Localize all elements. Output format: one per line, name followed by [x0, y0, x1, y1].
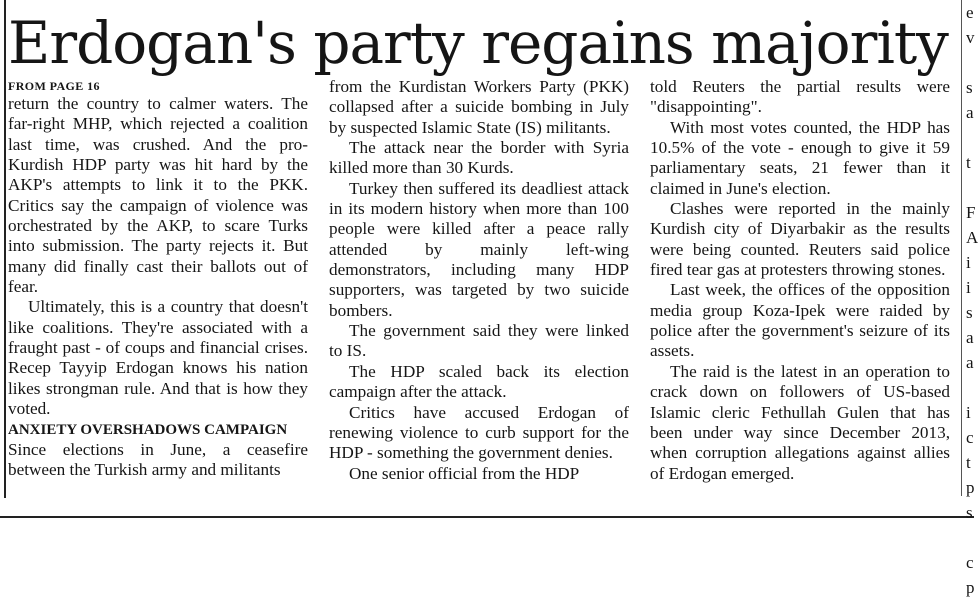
column-fragment: s — [966, 78, 973, 97]
article-column-3 — [650, 77, 950, 497]
article-column-2 — [329, 77, 629, 497]
column-fragment: c — [966, 428, 974, 447]
column-fragment: t — [966, 453, 971, 472]
bottom-border-rule — [0, 516, 974, 518]
column-fragment — [966, 50, 974, 75]
column-fragment: A — [966, 228, 978, 247]
column-fragment: p — [966, 478, 975, 497]
paragraph: Last week, the offices of the opposition media group Koza-Ipek were raided by police after the government's seizure of its assets. — [650, 280, 950, 361]
column-fragment: v — [966, 28, 975, 47]
column-fragment: i — [966, 403, 971, 422]
headline: Erdogan's party regains majority — [8, 9, 948, 77]
column-fragment: i — [966, 278, 971, 297]
paragraph: With most votes counted, the HDP has 10.5% of the vote - enough to give it 59 parliamentary seats, 21 fewer than it claimed in June's election. — [650, 117, 950, 198]
column-fragment: a — [966, 103, 974, 122]
column-fragment — [966, 525, 974, 550]
article-column-1 — [8, 78, 308, 498]
paragraph: Clashes were reported in the mainly Kurdish city of Diyarbakir as the results were being counted. Reuters said police fired tear gas at protesters throwing stones. — [650, 199, 950, 280]
column-fragment: c — [966, 553, 974, 572]
paragraph: Critics have accused Erdogan of renewing violence to curb support for the HDP - something the government denies. — [329, 402, 629, 463]
column-fragment — [966, 125, 974, 150]
paragraph: The HDP scaled back its election campaign after the attack. — [329, 361, 629, 402]
paragraph: return the country to calmer waters. The far-right MHP, which rejected a coalition last time, was crushed. And the pro-Kurdish HDP party was hit hard by the AKP's attempts to link it to the PKK. Critics say the campaign of violence was orchestrated by the AKP, to scare Turks into submission. The party rejects it. But many did finally cast their ballots out of fear. — [8, 94, 308, 297]
paragraph: from the Kurdistan Workers Party (PKK) collapsed after a suicide bombing in July by suspected Islamic State (IS) militants. — [329, 77, 629, 137]
column-separator-rule — [961, 0, 962, 496]
subheading: ANXIETY OVERSHADOWS CAMPAIGN — [8, 421, 288, 438]
column-fragment: e — [966, 3, 974, 22]
paragraph: The government said they were linked to IS. — [329, 321, 629, 361]
column-fragment: i — [966, 253, 971, 272]
left-border-rule — [4, 0, 6, 498]
paragraph: Since elections in June, a ceasefire between the Turkish army and militants — [8, 439, 308, 479]
paragraph: Ultimately, this is a country that doesn't like coalitions. They're associated with a fraught past - of coups and financial crises. Recep Tayyip Erdogan knows his nation likes strongman rule. And that is how they voted. — [8, 297, 308, 419]
from-page-label: FROM PAGE 16 — [8, 79, 100, 93]
paragraph: One senior official from the HDP — [349, 463, 580, 483]
cut-off-adjacent-column — [966, 0, 978, 597]
column-fragment: a — [966, 353, 974, 372]
paragraph: told Reuters the partial results were "disappointing". — [650, 77, 950, 117]
column-fragment: F — [966, 203, 976, 222]
column-fragment — [966, 375, 974, 400]
paragraph: The raid is the latest in an operation to crack down on followers of US-based Islamic cleric Fethullah Gulen that has been under way since December 2013, when corruption allegations against allies of Erdogan emerged. — [650, 361, 950, 483]
column-fragment: a — [966, 328, 974, 347]
column-fragment: t — [966, 153, 971, 172]
column-fragment — [966, 175, 974, 200]
paragraph: Turkey then suffered its deadliest attack in its modern history when more than 100 people were killed after a peace rally attended by mainly left-wing demonstrators, including many HDP supporters, was targeted by two suicide bombers. — [329, 178, 629, 320]
paragraph: The attack near the border with Syria killed more than 30 Kurds. — [329, 138, 629, 178]
column-fragment: s — [966, 303, 973, 322]
column-fragment: s — [966, 503, 973, 522]
column-fragment: p — [966, 578, 975, 597]
